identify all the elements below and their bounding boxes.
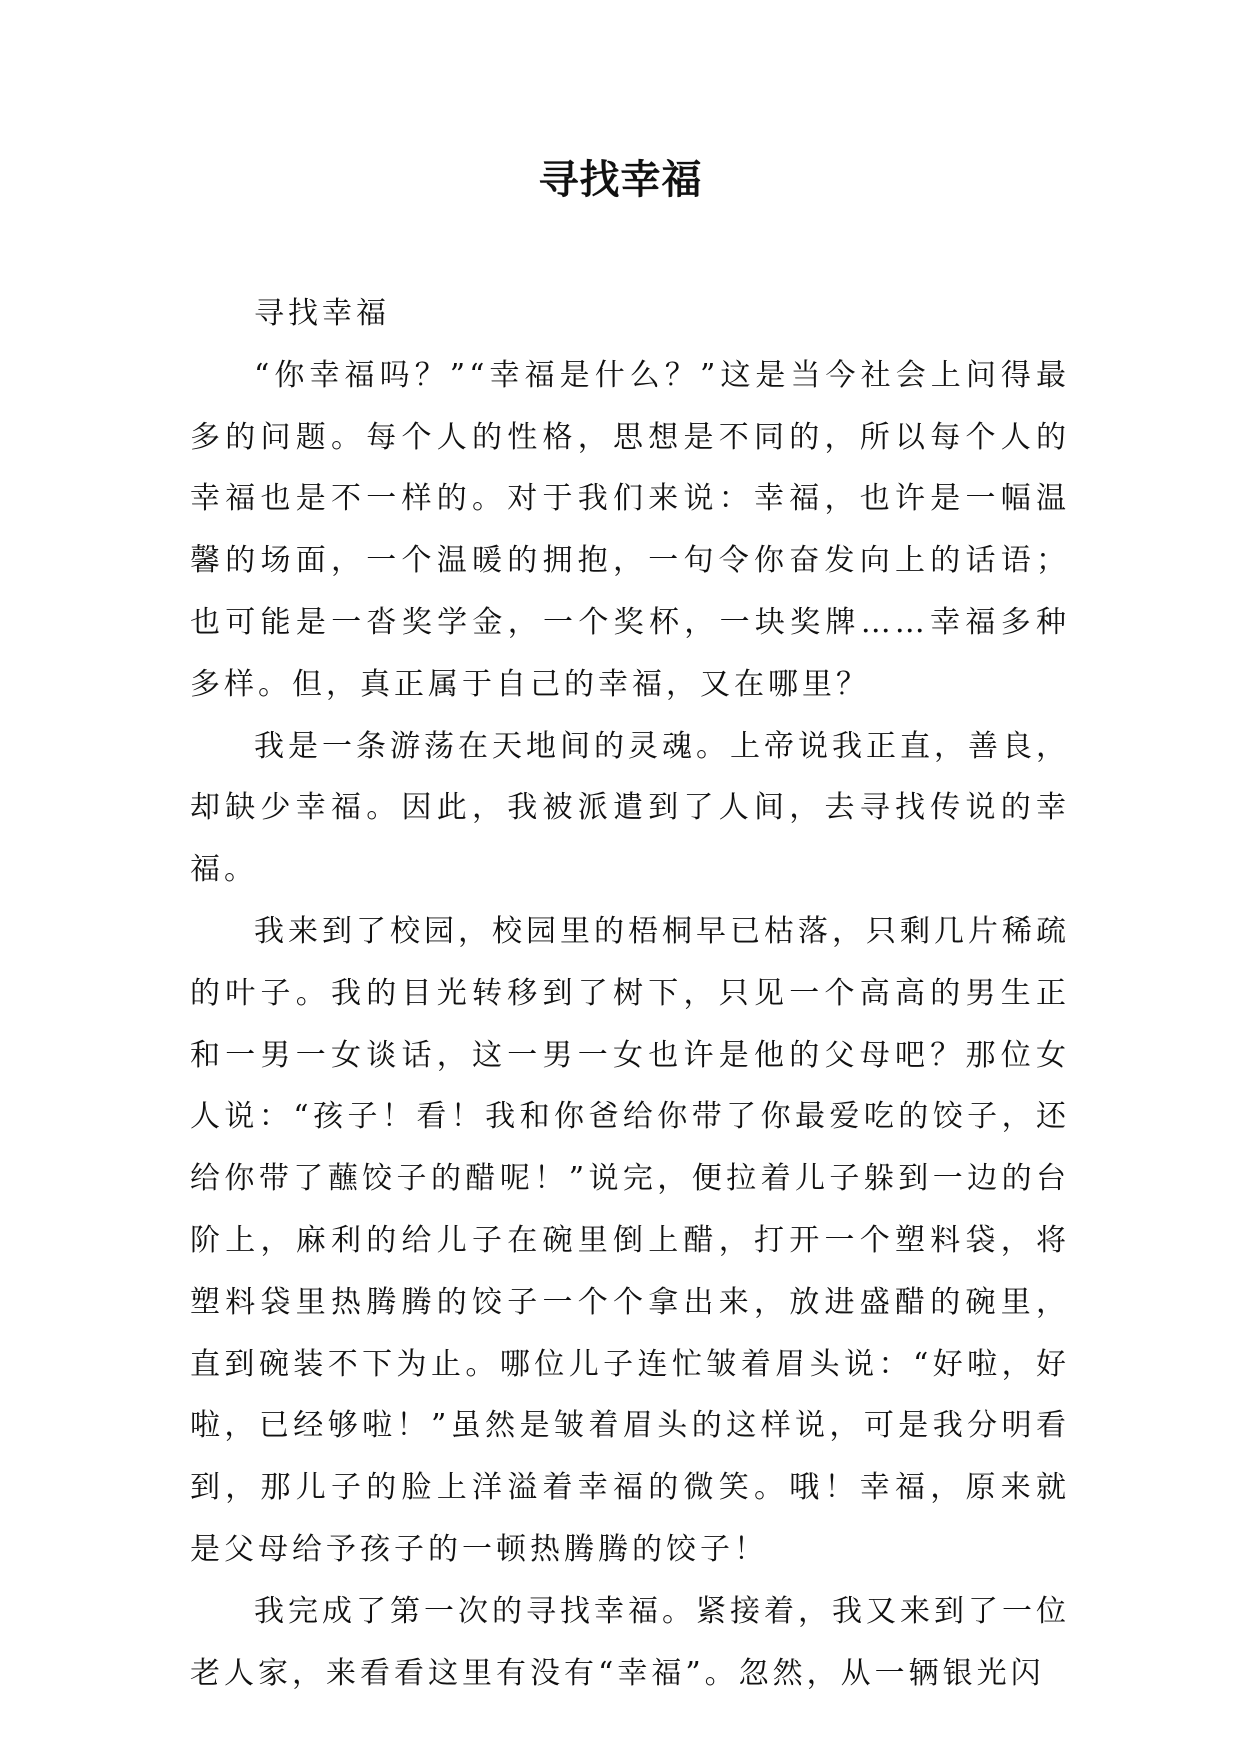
paragraph: 我完成了第一次的寻找幸福。紧接着，我又来到了一位老人家，来看看这里有没有“幸福”。忽然，从一辆银光闪 xyxy=(190,1593,1070,1691)
paragraph: 我来到了校园，校园里的梧桐早已枯落，只剩几片稀疏的叶子。我的目光转移到了树下，只见一个高高的男生正和一男一女谈话，这一男一女也许是他的父母吧？那位女人说：“孩子！看！我和你爸给你带了你最爱吃的饺子，还给你带了蘸饺子的醋呢！”说完，便拉着儿子躲到一边的台阶上，麻利的给儿子在碗里倒上醋，打开一个塑料袋，将塑料袋里热腾腾的饺子一个个拿出来，放进盛醋的碗里，直到碗装不下为止。哪位儿子连忙皱着眉头说：“好啦，好啦，已经够啦！”虽然是皱着眉头的这样说，可是我分明看到，那儿子的脸上洋溢着幸福的微笑。哦！幸福，原来就是父母给予孩子的一顿热腾腾的饺子！ xyxy=(190,913,1070,1567)
paragraph: 我是一条游荡在天地间的灵魂。上帝说我正直，善良，却缺少幸福。因此，我被派遣到了人间，去寻找传说的幸福。 xyxy=(190,728,1070,888)
document-body xyxy=(190,283,1070,1704)
document-title: 寻找幸福 xyxy=(538,157,703,203)
paragraph: “你幸福吗？”“幸福是什么？”这是当今社会上问得最多的问题。每个人的性格，思想是不同的，所以每个人的幸福也是不一样的。对于我们来说：幸福，也许是一幅温馨的场面，一个温暖的拥抱，一句令你奋发向上的话语；也可能是一沓奖学金，一个奖杯，一块奖牌……幸福多种多样。但，真正属于自己的幸福，又在哪里？ xyxy=(190,357,1070,702)
paragraph-subtitle: 寻找幸福 xyxy=(254,296,390,331)
